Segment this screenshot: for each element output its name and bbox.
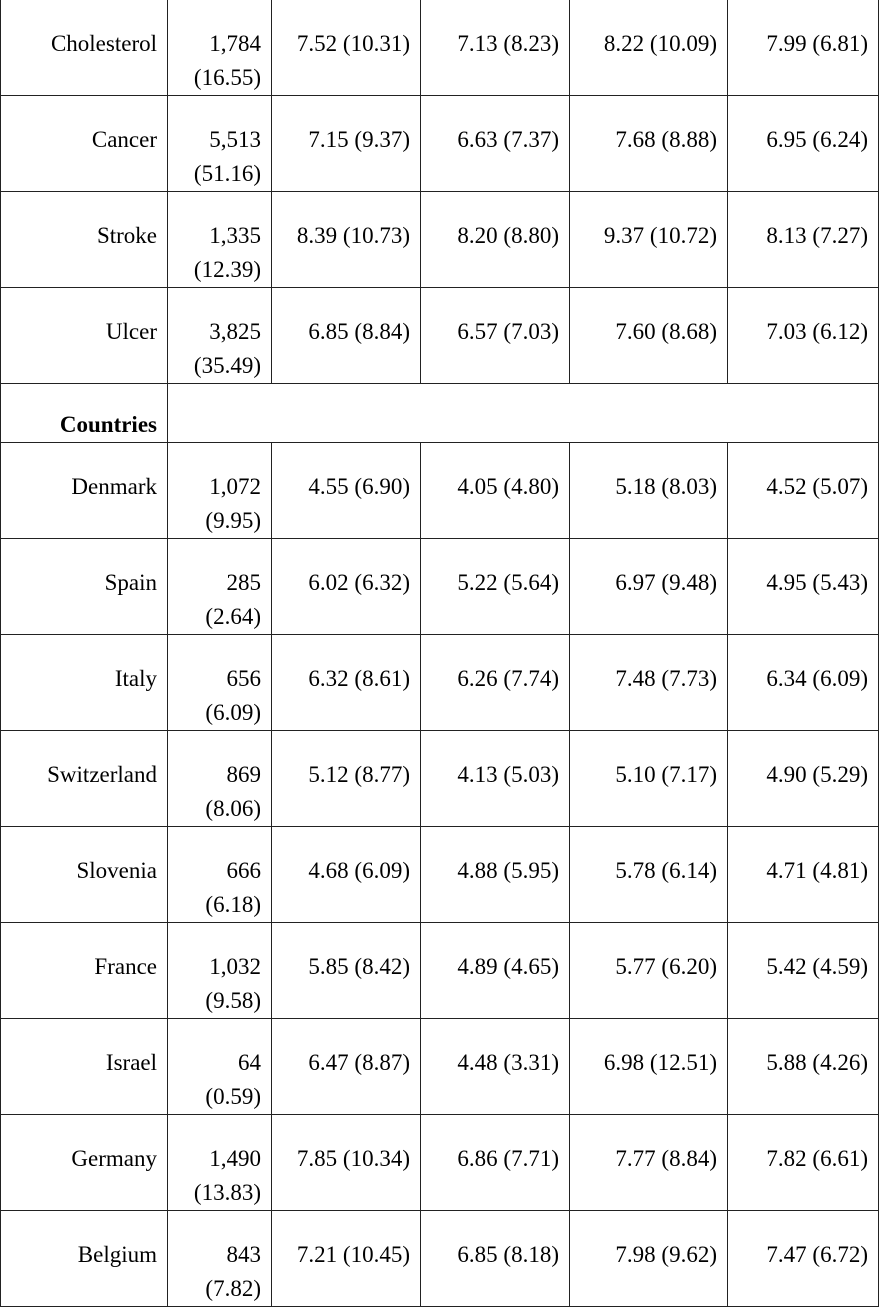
count-cell bbox=[168, 288, 272, 384]
table-row bbox=[1, 1211, 879, 1307]
row-label: Switzerland bbox=[1, 731, 168, 827]
value-cell: 4.71 (4.81) bbox=[728, 827, 879, 923]
count-cell bbox=[168, 443, 272, 539]
row-label: France bbox=[1, 923, 168, 1019]
value-cell: 7.21 (10.45) bbox=[272, 1211, 421, 1307]
value-cell: 6.98 (12.51) bbox=[570, 1019, 728, 1115]
count-value: 5,513 bbox=[209, 127, 261, 152]
value-cell: 6.97 (9.48) bbox=[570, 539, 728, 635]
table-row bbox=[1, 1115, 879, 1211]
section-blank-cell bbox=[168, 384, 879, 443]
count-value: 869 bbox=[226, 762, 261, 787]
count-percent: (6.18) bbox=[205, 892, 261, 917]
value-cell: 7.82 (6.61) bbox=[728, 1115, 879, 1211]
value-cell: 5.88 (4.26) bbox=[728, 1019, 879, 1115]
value-cell: 7.68 (8.88) bbox=[570, 96, 728, 192]
count-value: 64 bbox=[238, 1050, 261, 1075]
table-row bbox=[1, 923, 879, 1019]
value-cell: 7.03 (6.12) bbox=[728, 288, 879, 384]
table-row bbox=[1, 827, 879, 923]
value-cell: 6.86 (7.71) bbox=[421, 1115, 570, 1211]
value-cell: 4.48 (3.31) bbox=[421, 1019, 570, 1115]
count-cell bbox=[168, 0, 272, 96]
count-cell bbox=[168, 1211, 272, 1307]
section-header-row bbox=[1, 384, 879, 443]
count-percent: (13.83) bbox=[193, 1180, 261, 1205]
count-value: 1,335 bbox=[209, 223, 261, 248]
row-label: Cholesterol bbox=[1, 0, 168, 96]
count-percent: (35.49) bbox=[193, 353, 261, 378]
value-cell: 5.85 (8.42) bbox=[272, 923, 421, 1019]
value-cell: 6.34 (6.09) bbox=[728, 635, 879, 731]
count-percent: (2.64) bbox=[205, 604, 261, 629]
value-cell: 6.95 (6.24) bbox=[728, 96, 879, 192]
count-percent: (9.95) bbox=[205, 508, 261, 533]
count-cell bbox=[168, 1019, 272, 1115]
value-cell: 7.52 (10.31) bbox=[272, 0, 421, 96]
count-cell bbox=[168, 192, 272, 288]
value-cell: 6.57 (7.03) bbox=[421, 288, 570, 384]
value-cell: 5.22 (5.64) bbox=[421, 539, 570, 635]
value-cell: 6.26 (7.74) bbox=[421, 635, 570, 731]
value-cell: 7.98 (9.62) bbox=[570, 1211, 728, 1307]
row-label: Cancer bbox=[1, 96, 168, 192]
value-cell: 7.47 (6.72) bbox=[728, 1211, 879, 1307]
value-cell: 8.22 (10.09) bbox=[570, 0, 728, 96]
value-cell: 4.05 (4.80) bbox=[421, 443, 570, 539]
table-row bbox=[1, 192, 879, 288]
table-row bbox=[1, 1019, 879, 1115]
value-cell: 5.12 (8.77) bbox=[272, 731, 421, 827]
value-cell: 8.20 (8.80) bbox=[421, 192, 570, 288]
row-label: Stroke bbox=[1, 192, 168, 288]
count-percent: (9.58) bbox=[205, 988, 261, 1013]
value-cell: 4.89 (4.65) bbox=[421, 923, 570, 1019]
value-cell: 7.99 (6.81) bbox=[728, 0, 879, 96]
value-cell: 7.85 (10.34) bbox=[272, 1115, 421, 1211]
value-cell: 7.48 (7.73) bbox=[570, 635, 728, 731]
value-cell: 7.60 (8.68) bbox=[570, 288, 728, 384]
row-label: Belgium bbox=[1, 1211, 168, 1307]
row-label: Germany bbox=[1, 1115, 168, 1211]
table-row bbox=[1, 635, 879, 731]
table-row bbox=[1, 731, 879, 827]
value-cell: 9.37 (10.72) bbox=[570, 192, 728, 288]
table-row bbox=[1, 443, 879, 539]
count-value: 1,490 bbox=[209, 1146, 261, 1171]
value-cell: 5.78 (6.14) bbox=[570, 827, 728, 923]
count-value: 1,784 bbox=[209, 31, 261, 56]
count-value: 666 bbox=[226, 858, 261, 883]
value-cell: 8.13 (7.27) bbox=[728, 192, 879, 288]
value-cell: 4.13 (5.03) bbox=[421, 731, 570, 827]
value-cell: 5.18 (8.03) bbox=[570, 443, 728, 539]
value-cell: 4.55 (6.90) bbox=[272, 443, 421, 539]
value-cell: 6.85 (8.18) bbox=[421, 1211, 570, 1307]
count-cell bbox=[168, 1115, 272, 1211]
count-cell bbox=[168, 923, 272, 1019]
count-percent: (0.59) bbox=[205, 1084, 261, 1109]
count-value: 3,825 bbox=[209, 319, 261, 344]
value-cell: 4.88 (5.95) bbox=[421, 827, 570, 923]
table-row bbox=[1, 96, 879, 192]
value-cell: 5.10 (7.17) bbox=[570, 731, 728, 827]
count-percent: (12.39) bbox=[193, 257, 261, 282]
value-cell: 6.32 (8.61) bbox=[272, 635, 421, 731]
count-value: 285 bbox=[226, 570, 261, 595]
value-cell: 6.47 (8.87) bbox=[272, 1019, 421, 1115]
row-label: Spain bbox=[1, 539, 168, 635]
count-percent: (8.06) bbox=[205, 796, 261, 821]
table-row bbox=[1, 288, 879, 384]
section-label: Countries bbox=[1, 384, 168, 443]
value-cell: 5.42 (4.59) bbox=[728, 923, 879, 1019]
table-body bbox=[1, 0, 879, 1307]
value-cell: 4.90 (5.29) bbox=[728, 731, 879, 827]
value-cell: 4.52 (5.07) bbox=[728, 443, 879, 539]
count-value: 1,032 bbox=[209, 954, 261, 979]
count-cell bbox=[168, 635, 272, 731]
row-label: Denmark bbox=[1, 443, 168, 539]
value-cell: 8.39 (10.73) bbox=[272, 192, 421, 288]
value-cell: 6.63 (7.37) bbox=[421, 96, 570, 192]
table-row bbox=[1, 539, 879, 635]
row-label: Italy bbox=[1, 635, 168, 731]
count-value: 843 bbox=[226, 1242, 261, 1267]
value-cell: 5.77 (6.20) bbox=[570, 923, 728, 1019]
count-cell bbox=[168, 96, 272, 192]
value-cell: 4.95 (5.43) bbox=[728, 539, 879, 635]
count-percent: (51.16) bbox=[193, 161, 261, 186]
count-cell bbox=[168, 731, 272, 827]
value-cell: 6.85 (8.84) bbox=[272, 288, 421, 384]
row-label: Ulcer bbox=[1, 288, 168, 384]
row-label: Slovenia bbox=[1, 827, 168, 923]
count-value: 1,072 bbox=[209, 474, 261, 499]
value-cell: 4.68 (6.09) bbox=[272, 827, 421, 923]
count-percent: (6.09) bbox=[205, 700, 261, 725]
count-cell bbox=[168, 827, 272, 923]
value-cell: 7.77 (8.84) bbox=[570, 1115, 728, 1211]
value-cell: 7.15 (9.37) bbox=[272, 96, 421, 192]
count-cell bbox=[168, 539, 272, 635]
value-cell: 6.02 (6.32) bbox=[272, 539, 421, 635]
table-row bbox=[1, 0, 879, 96]
count-percent: (16.55) bbox=[193, 65, 261, 90]
value-cell: 7.13 (8.23) bbox=[421, 0, 570, 96]
count-percent: (7.82) bbox=[205, 1276, 261, 1301]
row-label: Israel bbox=[1, 1019, 168, 1115]
count-value: 656 bbox=[226, 666, 261, 691]
